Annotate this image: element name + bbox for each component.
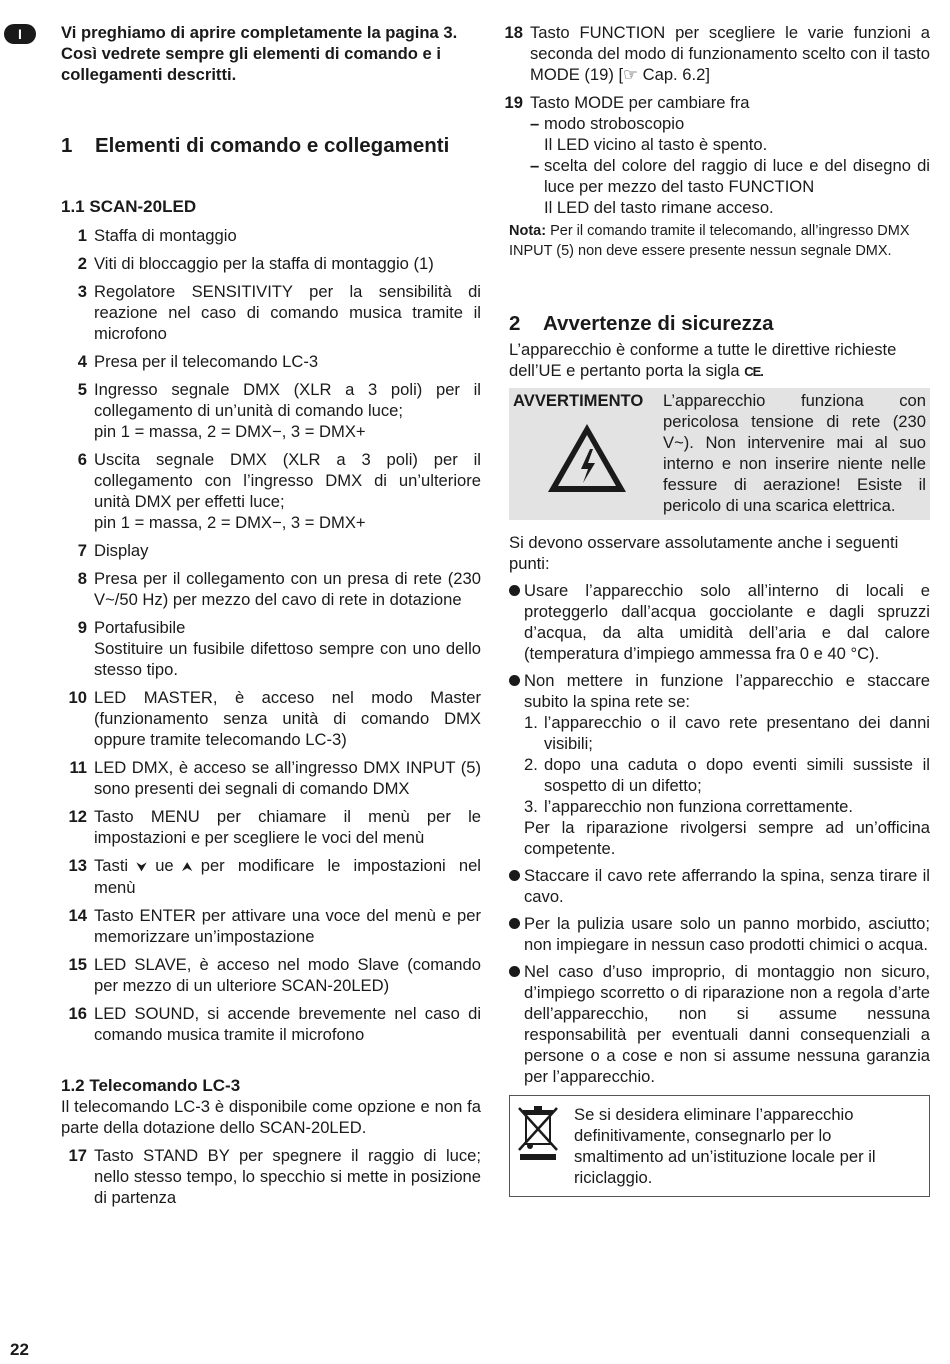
list-item bbox=[61, 1003, 481, 1045]
subitem-number: 1. bbox=[524, 713, 538, 732]
warning-text: L’apparecchio funziona con pericolosa tensione di rete (230 V~). Non intervenire mai al suo interno e non inserire niente nelle fessure di aerazione! Esiste il pericolo di una scarica elettrica. bbox=[663, 391, 926, 515]
item-number: 16 bbox=[68, 1004, 87, 1023]
list-item bbox=[61, 617, 481, 680]
item-text-part: Tasti bbox=[94, 856, 129, 875]
dash-mark: – bbox=[530, 156, 540, 175]
item-number: 6 bbox=[77, 450, 87, 469]
item-number: 18 bbox=[504, 23, 523, 42]
item-number: 10 bbox=[68, 688, 87, 707]
list-item bbox=[61, 757, 481, 799]
section-1-heading bbox=[61, 135, 481, 156]
subsection-1-2-text: Il telecomando LC-3 è disponibile come opzione e non fa parte della dotazione dello SCAN-20LED. bbox=[61, 1097, 481, 1137]
item-text: LED SOUND, si accende brevemente nel caso di comando musica tramite il microfono bbox=[94, 1004, 481, 1044]
item-text-part: ue bbox=[155, 856, 174, 875]
item-text: Tasto STAND BY per spegnere il raggio di luce; nello stesso tempo, lo specchio si mette in posizione di partenza bbox=[94, 1146, 481, 1207]
item-number: 8 bbox=[77, 569, 87, 588]
dash-text: modo stroboscopio bbox=[544, 114, 685, 133]
list-item bbox=[497, 92, 930, 218]
list-item bbox=[61, 449, 481, 533]
disposal-box bbox=[509, 1095, 930, 1197]
subitem-text: l’apparecchio o il cavo rete presentano dei danni visibili; bbox=[544, 713, 930, 753]
item-text-part: per modificare le impostazioni nel menù bbox=[94, 856, 481, 897]
item-text: pin 1 = massa, 2 = DMX−, 3 = DMX+ bbox=[94, 422, 366, 441]
item-text: Ingresso segnale DMX (XLR a 3 poli) per il collegamento di un’unità di comando luce; bbox=[94, 380, 481, 420]
list-item bbox=[61, 855, 481, 898]
warning-label: AVVERTIMENTO bbox=[513, 391, 644, 410]
list-item bbox=[61, 540, 481, 561]
item-number: 5 bbox=[77, 380, 87, 399]
bullet-dot-icon bbox=[509, 961, 524, 1087]
bullet-item bbox=[509, 670, 930, 859]
items-list bbox=[61, 225, 481, 1045]
item-number: 12 bbox=[68, 807, 87, 826]
item-number: 11 bbox=[69, 758, 87, 777]
list-item bbox=[61, 351, 481, 372]
item-number: 2 bbox=[77, 254, 87, 273]
dash-item bbox=[530, 155, 930, 197]
list-item bbox=[61, 379, 481, 442]
language-badge: I bbox=[4, 24, 36, 44]
note-label: Nota: bbox=[509, 223, 547, 239]
warning-box bbox=[509, 388, 930, 520]
item-number: 13 bbox=[68, 856, 87, 875]
subsection-1-2-heading: 1.2 Telecomando LC-3 bbox=[61, 1076, 241, 1095]
bullet-text: Usare l’apparecchio solo all’interno di locali e proteggerlo dall’acqua gocciolante e dagli spruzzi d’acqua, da alta umidità dell’aria e dal calore (temperatura d’impiego ammessa fra 0 e 40 °C). bbox=[524, 581, 930, 663]
list-item bbox=[61, 905, 481, 947]
item-text: Tasto MODE per cambiare fra bbox=[530, 93, 750, 112]
numbered-subitem bbox=[524, 754, 930, 796]
section-number: 1 bbox=[61, 134, 73, 157]
item-number: 14 bbox=[68, 906, 87, 925]
bullet-dot-icon bbox=[509, 913, 524, 955]
item-number: 9 bbox=[77, 618, 87, 637]
item-text: pin 1 = massa, 2 = DMX−, 3 = DMX+ bbox=[94, 513, 366, 532]
item-number: 1 bbox=[77, 226, 87, 245]
bullet-item bbox=[509, 913, 930, 955]
bullet-dot-icon bbox=[509, 580, 524, 664]
item-text: LED SLAVE, è acceso nel modo Slave (comando per mezzo di un ulteriore SCAN-20LED) bbox=[94, 955, 481, 995]
dash-note: Il LED vicino al tasto è spento. bbox=[544, 135, 768, 154]
item-text: LED DMX, è acceso se all’ingresso DMX INPUT (5) sono presenti dei segnali di comando DMX bbox=[94, 758, 481, 798]
list-item bbox=[61, 954, 481, 996]
intro-text: Vi preghiamo di aprire completamente la pagina 3. Così vedrete sempre gli elementi di comando e i collegamenti descritti. bbox=[61, 23, 458, 84]
item-number: 17 bbox=[68, 1146, 87, 1165]
item-number: 7 bbox=[77, 541, 87, 560]
item-text bbox=[94, 855, 481, 898]
bullet-item bbox=[509, 865, 930, 907]
subitem-number: 2. bbox=[524, 755, 538, 774]
numbered-subitem bbox=[524, 712, 930, 754]
bullet-dot-icon bbox=[509, 670, 524, 859]
list-item bbox=[61, 687, 481, 750]
list-item bbox=[61, 225, 481, 246]
subitem-text: l’apparecchio non funziona correttamente. bbox=[544, 797, 854, 816]
bullet-text: Per la pulizia usare solo un panno morbido, asciutto; non impiegare in nessun caso prodotti chimici o acqua. bbox=[524, 914, 930, 954]
bullet-text: Non mettere in funzione l’apparecchio e staccare subito la spina rete se: bbox=[524, 671, 930, 711]
item-number: 15 bbox=[68, 955, 87, 974]
dash-mark: – bbox=[530, 114, 540, 133]
subsection-1-1-heading: 1.1 SCAN-20LED bbox=[61, 197, 197, 216]
observe-text: Si devono osservare assolutamente anche i seguenti punti: bbox=[509, 533, 899, 573]
list-item bbox=[61, 568, 481, 610]
list-item bbox=[61, 253, 481, 274]
bullet-text: Nel caso d’uso improprio, di montaggio non sicuro, d’impiego scorretto o di riparazione non a regola d’arte dell’apparecchio, non si assume nessuna responsabilità per eventuali danni consequenziali a persone o a cose e non si assume nessuna garanzia per l’apparecchio. bbox=[524, 962, 930, 1086]
left-column bbox=[61, 22, 481, 1215]
item-text: Viti di bloccaggio per la staffa di montaggio (1) bbox=[94, 254, 434, 273]
bullet-item bbox=[509, 961, 930, 1087]
item-text: Tasto MENU per chiamare il menù per le impostazioni e per scegliere le voci del menù bbox=[94, 807, 481, 847]
item-text: Tasto ENTER per attivare una voce del menù e per memorizzare un’impostazione bbox=[94, 906, 481, 946]
item-text: Presa per il collegamento con un presa di rete (230 V~/50 Hz) per mezzo del cavo di rete in dotazione bbox=[94, 569, 481, 609]
item-number: 4 bbox=[77, 352, 87, 371]
section-number: 2 bbox=[509, 312, 521, 335]
warning-icon bbox=[545, 421, 663, 500]
dash-item bbox=[530, 113, 930, 134]
item-text: Uscita segnale DMX (XLR a 3 poli) per il collegamento con l’ingresso DMX di un’ulteriore unità DMX per effetti luce; bbox=[94, 450, 481, 511]
conformity-text: L’apparecchio è conforme a tutte le direttive richieste dell’UE e pertanto porta la sigla bbox=[509, 340, 897, 380]
bullet-text: Staccare il cavo rete afferrando la spina, senza tirare il cavo. bbox=[524, 866, 930, 906]
item-text: Portafusibile bbox=[94, 618, 186, 637]
numbered-subitem bbox=[524, 796, 930, 817]
arrow-down-icon: ⮟ bbox=[136, 859, 148, 874]
bullet-after-text: Per la riparazione rivolgersi sempre ad un’officina competente. bbox=[524, 818, 930, 858]
section-2-text bbox=[509, 339, 930, 382]
item-text: Sostituire un fusibile difettoso sempre con uno dello stesso tipo. bbox=[94, 639, 481, 679]
subitem-text: dopo una caduta o dopo eventi simili sussiste il sospetto di un difetto; bbox=[544, 755, 930, 795]
section-title: Elementi di comando e collegamenti bbox=[95, 134, 450, 157]
right-column bbox=[504, 22, 930, 1197]
list-item bbox=[61, 1145, 481, 1208]
section-title: Avvertenze di sicurezza bbox=[543, 312, 774, 335]
item-text: Staffa di montaggio bbox=[94, 226, 237, 245]
note bbox=[509, 222, 930, 261]
disposal-text: Se si desidera eliminare l’apparecchio definitivamente, consegnarlo per lo smaltimento ad un’istituzione locale per il riciclaggio. bbox=[574, 1105, 876, 1187]
section-2-heading bbox=[509, 313, 930, 334]
dash-note: Il LED del tasto rimane acceso. bbox=[544, 198, 774, 217]
ce-mark: CE. bbox=[744, 364, 763, 379]
item-text: LED MASTER, è acceso nel modo Master (funzionamento senza unità di comando DMX oppure tramite telecomando LC-3) bbox=[94, 688, 481, 749]
item-text: Presa per il telecomando LC-3 bbox=[94, 352, 319, 371]
note-text: Per il comando tramite il telecomando, all’ingresso DMX INPUT (5) non deve essere presente nessun segnale DMX. bbox=[509, 223, 910, 259]
arrow-up-icon: ⮝ bbox=[181, 859, 193, 874]
dash-text: scelta del colore del raggio di luce e del disegno di luce per mezzo del tasto FUNCTION bbox=[544, 156, 930, 196]
item-number: 19 bbox=[504, 93, 523, 112]
wheelie-bin-icon bbox=[516, 1104, 574, 1188]
item-text: Regolatore SENSITIVITY per la sensibilità di reazione nel caso di comando musica tramite il microfono bbox=[94, 282, 481, 343]
item-text: Display bbox=[94, 541, 149, 560]
list-item bbox=[497, 22, 930, 85]
list-item bbox=[61, 281, 481, 344]
page-number: 22 bbox=[10, 1340, 29, 1359]
bullet-dot-icon bbox=[509, 865, 524, 907]
item-number: 3 bbox=[77, 282, 87, 301]
item-text: Tasto FUNCTION per scegliere le varie funzioni a seconda del modo di funzionamento scelto con il tasto MODE (19) [☞ Cap. 6.2] bbox=[530, 23, 930, 84]
bullet-item bbox=[509, 580, 930, 664]
bullet-list bbox=[509, 580, 930, 1087]
subitem-number: 3. bbox=[524, 797, 538, 816]
list-item bbox=[61, 806, 481, 848]
